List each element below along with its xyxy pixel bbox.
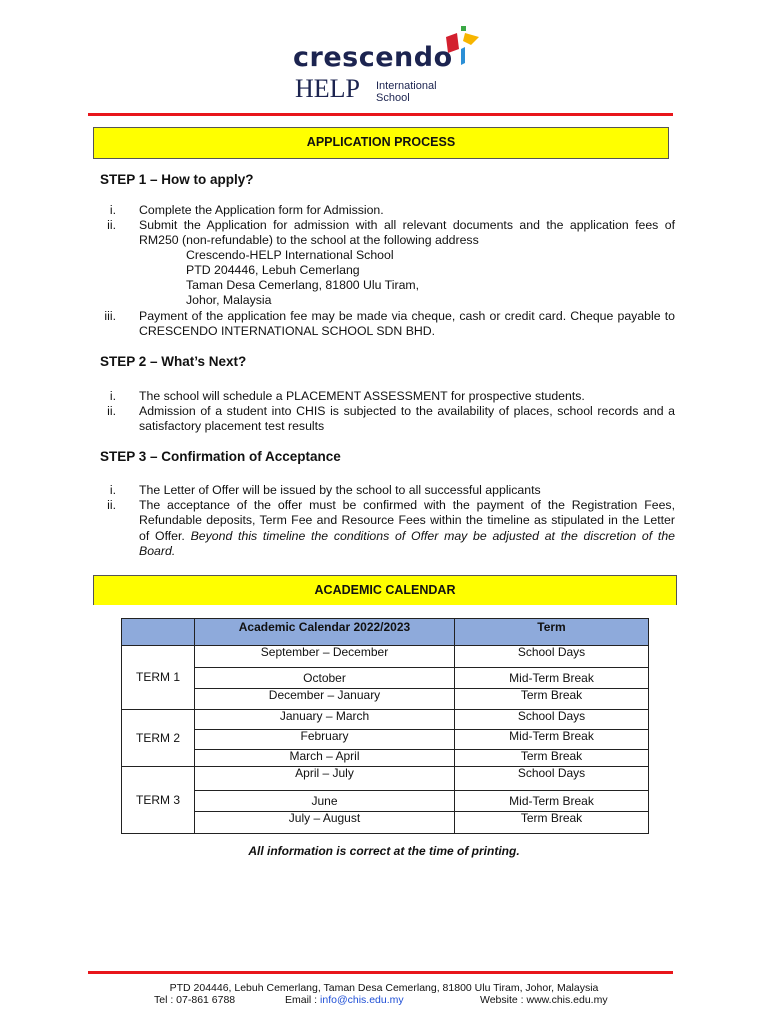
- footer-tel: Tel : 07-861 6788: [154, 994, 236, 1006]
- school-logo: [293, 42, 493, 110]
- list-number: i.: [109, 389, 116, 403]
- type-cell: Mid-Term Break: [455, 730, 649, 750]
- list-item: Admission of a student into CHIS is subjected to the availability of places, school records and a satisfactory placement test results: [139, 404, 675, 434]
- table-row: [122, 668, 649, 689]
- item-italic-text: Beyond this timeline the conditions of Offer may be adjusted at the discretion of the Board.: [139, 528, 676, 558]
- address-line: Crescendo-HELP International School: [186, 248, 394, 262]
- type-cell: Term Break: [455, 812, 649, 834]
- period-cell: February: [195, 730, 455, 750]
- table-row: [122, 750, 649, 767]
- type-cell: School Days: [455, 646, 649, 668]
- footer-email: [285, 994, 404, 1006]
- period-cell: June: [195, 791, 455, 812]
- table-row: [122, 710, 649, 730]
- step3-heading: STEP 3 – Confirmation of Acceptance: [100, 449, 341, 464]
- step2-heading: STEP 2 – What’s Next?: [100, 354, 247, 369]
- period-cell: December – January: [195, 689, 455, 710]
- list-item: [139, 498, 675, 559]
- header-blank: [122, 619, 195, 646]
- list-number: iii.: [104, 309, 116, 323]
- logo-school: School: [376, 92, 410, 104]
- academic-calendar-banner: ACADEMIC CALENDAR: [93, 575, 677, 605]
- list-item: The school will schedule a PLACEMENT ASSESSMENT for prospective students.: [139, 389, 585, 403]
- period-cell: March – April: [195, 750, 455, 767]
- type-cell: Term Break: [455, 750, 649, 767]
- disclaimer-note: All information is correct at the time of printing.: [248, 844, 520, 858]
- footer-address: PTD 204446, Lebuh Cemerlang, Taman Desa Cemerlang, 81800 Ulu Tiram, Johor, Malaysia: [169, 982, 599, 994]
- table-row: [122, 646, 649, 668]
- list-number: ii.: [107, 404, 116, 418]
- term-name: TERM 3: [122, 767, 195, 834]
- period-cell: January – March: [195, 710, 455, 730]
- period-cell: September – December: [195, 646, 455, 668]
- list-number: ii.: [107, 218, 116, 232]
- list-number: i.: [109, 483, 116, 497]
- step1-heading: STEP 1 – How to apply?: [100, 172, 254, 187]
- table-row: [122, 812, 649, 834]
- email-label: Email :: [285, 994, 321, 1006]
- academic-calendar-table: [121, 618, 649, 834]
- address-line: PTD 204446, Lebuh Cemerlang: [186, 263, 360, 277]
- application-process-banner: APPLICATION PROCESS: [93, 127, 669, 159]
- list-item: Payment of the application fee may be made via cheque, cash or credit card. Cheque payable to CRESCENDO INTERNATIONAL SCHOOL SDN BHD.: [139, 309, 675, 339]
- logo-international: International: [376, 80, 437, 92]
- list-number: i.: [109, 203, 116, 217]
- list-item: Complete the Application form for Admission.: [139, 203, 384, 217]
- logo-help: HELP: [295, 74, 360, 103]
- table-row: [122, 689, 649, 710]
- term-name: TERM 1: [122, 646, 195, 710]
- table-row: [122, 767, 649, 791]
- period-cell: October: [195, 668, 455, 689]
- address-line: Johor, Malaysia: [186, 293, 272, 307]
- type-cell: Mid-Term Break: [455, 668, 649, 689]
- period-cell: July – August: [195, 812, 455, 834]
- type-cell: School Days: [455, 710, 649, 730]
- type-cell: Term Break: [455, 689, 649, 710]
- list-item: The Letter of Offer will be issued by the school to all successful applicants: [139, 483, 541, 497]
- type-cell: School Days: [455, 767, 649, 791]
- table-row: [122, 791, 649, 812]
- list-number: ii.: [107, 498, 116, 512]
- type-cell: Mid-Term Break: [455, 791, 649, 812]
- address-line: Taman Desa Cemerlang, 81800 Ulu Tiram,: [186, 278, 420, 292]
- header-calendar: Academic Calendar 2022/2023: [195, 619, 455, 646]
- period-cell: April – July: [195, 767, 455, 791]
- table-header-row: [122, 619, 649, 646]
- header-term: Term: [455, 619, 649, 646]
- footer-divider: [88, 971, 673, 974]
- footer-website: Website : www.chis.edu.my: [480, 994, 608, 1006]
- header-divider: [88, 113, 673, 116]
- table-row: [122, 730, 649, 750]
- logo-brand: crescendo: [293, 42, 453, 73]
- list-item: Submit the Application for admission with all relevant documents and the application fees of RM250 (non-refundable) to the school at the following address: [139, 218, 675, 248]
- term-name: TERM 2: [122, 710, 195, 767]
- item-text: The acceptance of the offer must be confirmed with the payment of the Registration Fees, Refundable deposits, Term Fee and Resource Fees within the timeline as stipulated in the Letter of Offer.: [139, 498, 675, 543]
- email-link[interactable]: info@chis.edu.my: [320, 994, 404, 1006]
